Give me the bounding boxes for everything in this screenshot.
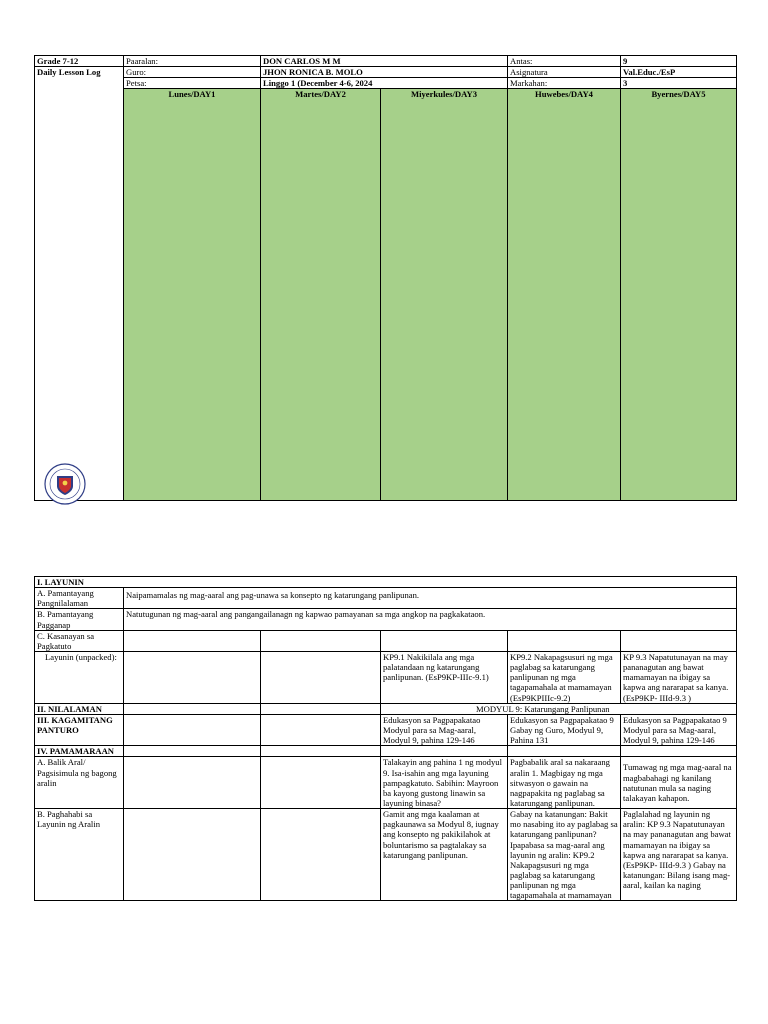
- day3-cell: Talakayin ang pahina 1 ng modyul 9. Isa-isahin ang mga layuning pampagkatuto. Sabihin: Mayroon ba kayong gustong linawin sa layuning binasa?: [381, 757, 508, 809]
- row-label: III. KAGAMITANG PANTURO: [35, 714, 124, 745]
- level-label: Antas:: [508, 56, 621, 67]
- teacher-value: JHON RONICA B. MOLO: [261, 67, 508, 78]
- lesson-plan-table: [34, 576, 737, 901]
- row-pamamaraan: [35, 746, 737, 757]
- day5-cell: Tumawag ng mga mag-aaral na magbabahagi ng kanilang natutunan mula sa naging talakayan kahapon.: [621, 757, 737, 809]
- day3-cell: [381, 746, 508, 757]
- day1-cell: [124, 809, 261, 901]
- row-pamantayang-pangnilalaman: [35, 588, 737, 609]
- grade-label: Grade 7-12: [35, 56, 124, 67]
- date-value: Linggo 1 (December 4-6, 2024: [261, 78, 508, 89]
- day-columns-row: [35, 89, 737, 501]
- deped-seal-icon: [44, 463, 86, 505]
- school-value: DON CARLOS M M: [261, 56, 508, 67]
- day5-column: Byernes/DAY5: [621, 89, 737, 501]
- row-kagamitang-panturo: [35, 714, 737, 745]
- day2-cell: [261, 651, 381, 703]
- row-balik-aral: [35, 757, 737, 809]
- day1-cell: [124, 703, 261, 714]
- info-row-date: [35, 78, 737, 89]
- day1-cell: [124, 714, 261, 745]
- day4-cell: Edukasyon sa Pagpapakatao 9 Gabay ng Guro, Modyul 9, Pahina 131: [508, 714, 621, 745]
- day2-cell: [261, 746, 381, 757]
- day4-column: Huwebes/DAY4: [508, 89, 621, 501]
- log-title-cell: [35, 67, 124, 501]
- day4-cell: KP9.2 Nakapagsusuri ng mga paglabag sa katarungang panlipunan ng mga tagapamahala at mamamayan (EsP9KPIIIc-9.2): [508, 651, 621, 703]
- quarter-label: Markahan:: [508, 78, 621, 89]
- row-label: A. Balik Aral/ Pagsisimula ng bagong aralin: [35, 757, 124, 809]
- day1-column: Lunes/DAY1: [124, 89, 261, 501]
- day4-cell: Pagbabalik aral sa nakaraang aralin 1. Magbigay ng mga sitwasyon o gawain na nagpapakita ng paglabag sa katarungang panlipunan.: [508, 757, 621, 809]
- dll-header-table: [34, 55, 737, 501]
- day2-cell: [261, 809, 381, 901]
- info-row-school: [35, 56, 737, 67]
- section-layunin-row: [35, 577, 737, 588]
- subject-value: Val.Educ./EsP: [621, 67, 737, 78]
- module-title: MODYUL 9: Katarungang Panlipunan: [381, 703, 737, 714]
- school-label: Paaralan:: [124, 56, 261, 67]
- row-label: IV. PAMAMARAAN: [35, 746, 124, 757]
- info-row-teacher: [35, 67, 737, 78]
- day1-cell: [124, 630, 261, 651]
- section-layunin: I. LAYUNIN: [35, 577, 737, 588]
- day2-cell: [261, 714, 381, 745]
- day4-cell: [508, 630, 621, 651]
- day4-cell: Gabay na katanungan: Bakit mo nasabing ito ay paglabag sa katarungang panlipunan? Ipapabasa sa mag-aaral ang layunin ng aralin: KP9.2 Nakapagsusuri ng mga paglabag sa katarungang panlipunan ng mga tagapamahala at mamamayan: [508, 809, 621, 901]
- day3-cell: Gamit ang mga kaalaman at pagkaunawa sa Modyul 8, iugnay ang konsepto ng pakikilahok at boluntarismo sa pagtalakay sa katarungang panlipunan.: [381, 809, 508, 901]
- day1-cell: [124, 757, 261, 809]
- row-label: A. Pamantayang Pangnilalaman: [35, 588, 124, 609]
- row-pamantayang-pagganap: [35, 609, 737, 630]
- log-title: Daily Lesson Log: [37, 67, 101, 78]
- row-label: B. Pamantayang Pagganap: [35, 609, 124, 630]
- level-value: 9: [621, 56, 737, 67]
- day1-cell: [124, 651, 261, 703]
- row-spanning-text: Naipamamalas ng mag-aaral ang pag-unawa sa konsepto ng katarungang panlipunan.: [124, 588, 737, 609]
- day3-cell: Edukasyon sa Pagpapakatao Modyul para sa Mag-aaral, Modyul 9, pahina 129-146: [381, 714, 508, 745]
- day5-cell: Edukasyon sa Pagpapakatao 9 Modyul para sa Mag-aaral, Modyul 9, pahina 129-146: [621, 714, 737, 745]
- day5-cell: Paglalahad ng layunin ng aralin: KP 9.3 Napatutunayan na may pananagutan ang bawat mamamayan na ibigay sa kapwa ang nararapat sa kanya. (EsP9KP- IIId-9.3 ) Gabay na katanungan: Bilang isang mag-aaral, kailan ka naging: [621, 809, 737, 901]
- day5-cell: [621, 630, 737, 651]
- row-label: B. Paghahabi sa Layunin ng Aralin: [35, 809, 124, 901]
- teacher-label: Guro:: [124, 67, 261, 78]
- quarter-value: 3: [621, 78, 737, 89]
- row-label: C. Kasanayan sa Pagkatuto: [35, 630, 124, 651]
- row-label: Layunin (unpacked):: [35, 651, 124, 703]
- day4-cell: [508, 746, 621, 757]
- day2-column: Martes/DAY2: [261, 89, 381, 501]
- row-kasanayan: [35, 630, 737, 651]
- subject-label: Asignatura: [508, 67, 621, 78]
- day2-cell: [261, 757, 381, 809]
- row-spanning-text: Natutugunan ng mag-aaral ang pangangailanagn ng kapwao pamayanan sa mga angkop na pagkakataon.: [124, 609, 737, 630]
- row-nilalaman: [35, 703, 737, 714]
- day3-column: Miyerkules/DAY3: [381, 89, 508, 501]
- day3-cell: KP9.1 Nakikilala ang mga palatandaan ng katarungang panlipunan. (EsP9KP-IIIc-9.1): [381, 651, 508, 703]
- day5-cell: KP 9.3 Napatutunayan na may pananagutan ang bawat mamamayan na ibigay sa kapwa ang nararapat sa kanya. (EsP9KP- IIId-9.3 ): [621, 651, 737, 703]
- day3-cell: [381, 630, 508, 651]
- day1-cell: [124, 746, 261, 757]
- day2-cell: [261, 630, 381, 651]
- row-layunin-unpacked: [35, 651, 737, 703]
- date-label: Petsa:: [124, 78, 261, 89]
- row-label: II. NILALAMAN: [35, 703, 124, 714]
- day5-cell: [621, 746, 737, 757]
- day2-cell: [261, 703, 381, 714]
- row-paghahabi: [35, 809, 737, 901]
